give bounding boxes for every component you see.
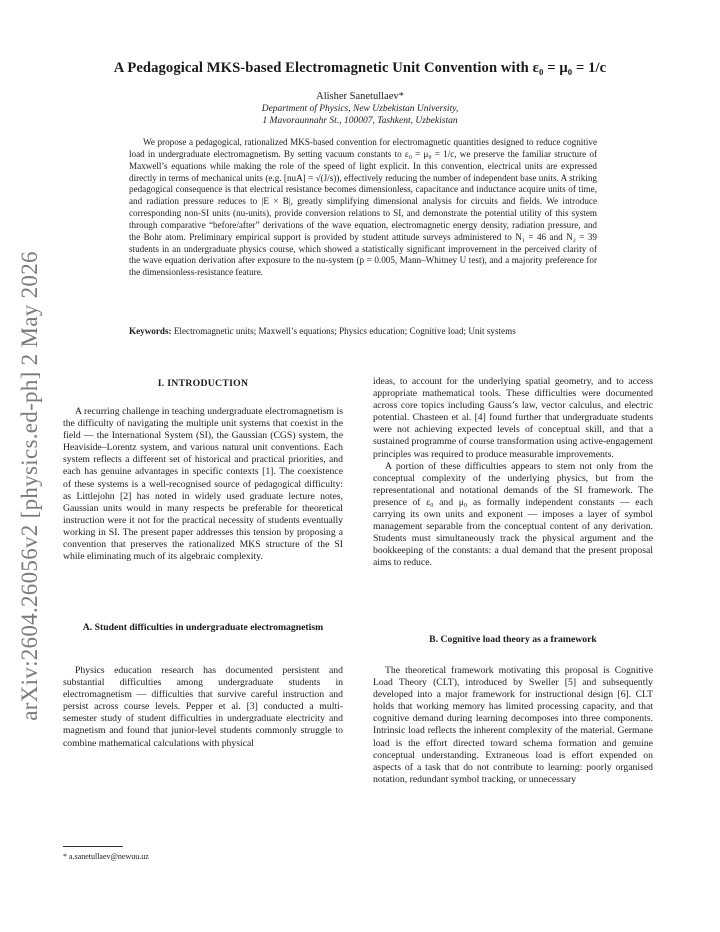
subsec-a-paragraph: Physics education research has documented persistent and substantial difficulties among undergraduate students in electromagnetism — difficulties that survive careful instruction and persist across course levels. Pepper et al. [3] conducted a multi-semester study of student difficulties in undergraduate electricity and magnetism and found that junior-level students commonly struggle to combine mathematical calculations with physical	[63, 665, 343, 749]
intro-paragraph: A recurring challenge in teaching undergraduate electromagnetism is the difficulty of navigating the multiple unit systems that coexist in the field — the International System (SI), the Gaussian (CGS) system, the Heaviside–Lorentz system, and various natural unit conventions. Each system reflects a different set of historical and practical priorities, and each has genuine advantages in specific contexts [1]. The coexistence of these systems is a well-recognised source of pedagogical difficulty: as Littlejohn [2] has noted in widely used graduate lecture notes, Gaussian units would in many respects be preferable for theoretical instruction were it not for the practical necessity of students eventually working in SI. The present paper addresses this tension by proposing a convention that preserves the rationalized MKS structure of the SI while eliminating much of its algebraic complexity.	[63, 406, 343, 563]
author-name: Alisher Sanetullaev*	[316, 91, 404, 102]
affiliation-line1: Department of Physics, New Uzbekistan University,	[261, 104, 459, 114]
left-column-intro	[63, 406, 343, 563]
affiliation-line2: 1 Mavoraunnahr St., 100007, Tashkent, Uzbekistan	[262, 116, 458, 126]
abstract: We propose a pedagogical, rationalized MKS-based convention for electromagnetic quantities designed to reduce cognitive load in undergraduate electromagnetism. By setting vacuum constants to ε₀ = μ₀ = 1/c, we preserve the familiar structure of Maxwell’s equations while making the role of the speed of light explicit. In this convention, electrical units are expressed directly in terms of mechanical units (e.g. [nuA] = √(J/s)), effectively reducing the number of independent base units. A striking pedagogical consequence is that electrical resistance becomes dimensionless, capacitance and inductance acquire units of time, and radiation pressure reduces to |E × B|, greatly simplifying dimensional analysis for circuits and fields. We introduce corresponding non-SI units (nu-units), provide conversion relations to SI, and demonstrate the potential utility of this system through comparative “before/after” derivations of the wave equation, electromagnetic energy density, radiation pressure, and the Bohr atom. Preliminary empirical support is provided by student attitude surveys administered to N₁ = 46 and N₂ = 39 students in an undergraduate physics course, which showed a statistically significant improvement in the perceived clarity of the wave equation derivation after exposure to the nu-system (p = 0.005, Mann–Whitney U test), and a majority preference for the dimensionless-resistance feature.	[129, 137, 597, 278]
paper-title: A Pedagogical MKS-based Electromagnetic Unit Convention with ε₀ = μ₀ = 1/c	[113, 60, 607, 76]
keywords-list: Electromagnetic units; Maxwell’s equations; Physics education; Cognitive load; Unit systems	[173, 326, 516, 336]
subsection-heading-a: A. Student difficulties in undergraduate electromagnetism	[82, 622, 324, 633]
right-column-top	[373, 376, 653, 570]
right-paragraph-2: A portion of these difficulties appears to stem not only from the conceptual complexity of the underlying physics, but from the representational and notational demands of the SI framework. The presence of ε₀ and μ₀ as formally independent constants — each carrying its own units and exponent — imposes a layer of symbol management separable from the conceptual content of any derivation. Students must simultaneously track the physical argument and the bookkeeping of the constants: a dual demand that the present proposal aims to reduce.	[373, 460, 653, 569]
right-paragraph-1: ideas, to account for the underlying spatial geometry, and to access appropriate mathematical tools. These difficulties were documented across core topics including Gauss’s law, vector calculus, and electric potential. Chasteen et al. [4] found further that undergraduate students were not achieving expected levels of conceptual skill, and that a sustained programme of course transformation using active-engagement principles was required to produce measurable improvements.	[373, 376, 653, 460]
left-column-subsec-a	[63, 665, 343, 750]
affiliation	[60, 103, 660, 127]
subsec-b-paragraph: The theoretical framework motivating this proposal is Cognitive Load Theory (CLT), introduced by Sweller [5] and subsequently developed into a major framework for instructional design [6]. CLT holds that working memory has limited processing capacity, and that cognitive demand during learning decomposes into three components. Intrinsic load reflects the inherent complexity of the material. Germane load is the effort directed toward schema formation and genuine conceptual understanding. Extraneous load is effort expended on aspects of a task that do not contribute to learning: poorly organised notation, redundant symbol tracking, or unnecessary	[373, 665, 653, 785]
arxiv-identifier: arXiv:2604.26056v2 [physics.ed-ph] 2 May 2026	[17, 251, 43, 721]
right-column-subsec-b	[373, 665, 653, 786]
keywords	[129, 326, 597, 338]
footnote-email: * a.sanetullaev@newuu.uz	[63, 852, 149, 861]
arxiv-sidebar	[8, 0, 52, 932]
subsection-heading-b: B. Cognitive load theory as a framework	[429, 634, 597, 645]
section-heading-introduction: I. INTRODUCTION	[157, 378, 249, 389]
footnote-rule	[63, 846, 123, 847]
keywords-label: Keywords:	[129, 326, 172, 336]
